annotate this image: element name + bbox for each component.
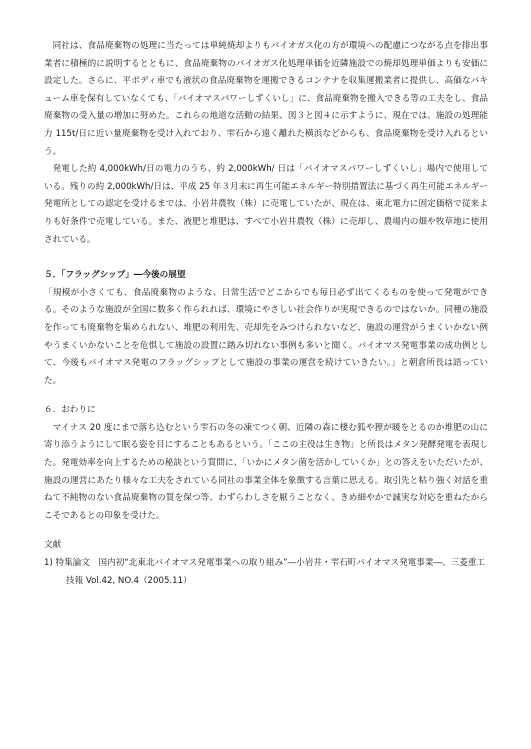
document-page	[44, 38, 488, 590]
paragraph-food-waste-strategy: 同社は、食品廃棄物の処理に当たっては単純焼却よりもバイオガス化の方が環境への配慮につながる点を排出事業者に積極的に説明するとともに、食品廃棄物のバイオガス化処理単価を近隣施設での焼却処理単価よりも安価に設定した。さらに、平ボディ車でも液状の食品廃棄物を運搬できるコンテナを収集運搬業者に提供し、高価なバキューム車を保有していなくても、「バイオマスパワーしずくいし」に、食品廃棄物を搬入できる等の工夫をし、食品廃棄物の受入量の増加に努めた。これらの地道な活動の結果、図３と図４に示すように、現在では、施設の処理能力 115t/日に近い量廃棄物を受け入れており、雫石から遠く離れた横浜などからも、食品廃棄物を受け入れるという。	[44, 41, 488, 157]
reference-item-1: 1) 特集論文 国内初“北東北バイオマス発電事業への取り組み”―小岩井・雫石町バイオマス発電事業―、三菱重工技報 Vol.42, NO.4（2005.11）	[44, 558, 486, 586]
section-6-body: マイナス 20 度にまで落ち込むという雫石の冬の凍てつく朝、近隣の森に棲む狐や狸が暖をとるのか堆肥の山に寄り添うようにして眠る姿を目にすることもあるという。「ここの主役は生き物」と所長はメタン発酵発電を表現した。発電効率を向上するための秘訣という質問に、「いかにメタン菌を活かしていくか」との答えをいただいたが、施設の運営にあたり様々な工夫をされている同社の事業全体を象徴する言葉に思える。取引先と粘り強く対話を重ねて不純物のない食品廃棄物の質を保つ等、わずらわしさを厭うことなく、きめ細やかで誠実な対応を重ねたからこそであるとの印象を受けた。	[44, 422, 488, 521]
section-6-heading: ６．おわりに	[44, 405, 96, 416]
references-heading: 文献	[44, 540, 62, 551]
paragraph-power-usage: 発電した約 4,000kWh/日の電力のうち、約 2,000kWh/ 日は「バイオマスパワーしずくいし」場内で使用している。残りの約 2,000kWh/日は、平成 25 年３月末に再生可能エネルギー特別措置法に基づく再生可能エネルギー発電所としての認定を受けるまでは、小岩井農牧（株）に売電していたが、現在は、東北電力に固定価格で従来よりも好条件で売電している。また、液肥と堆肥は、すべて小岩井農牧（株）に売却し、農場内の畑や牧草地に使用されている。	[44, 164, 488, 245]
section-5-body: 「規模が小さくても、食品廃棄物のような、日常生活でどこからでも毎日必ず出てくるものを使って発電ができる。そのような施設が全国に数多く作られれば、環境にやさしい社会作りが実現できるのではないか。同種の施設を作っても廃棄物を集められない、堆肥の利用先、売却先をみつけられないなど、施設の運営がうまくいかない例やうまくいかないことを危惧して施設の設置に踏み切れない事例も多いと聞く。バイオマス発電事業の成功例として、今後もバイオマス発電のフラッグシップとして施設の事業の運営を続けていきたい。」と朝倉所長は語っていた。	[44, 287, 488, 386]
section-5-heading: ５．「フラッグシップ」―今後の展望	[44, 270, 186, 281]
